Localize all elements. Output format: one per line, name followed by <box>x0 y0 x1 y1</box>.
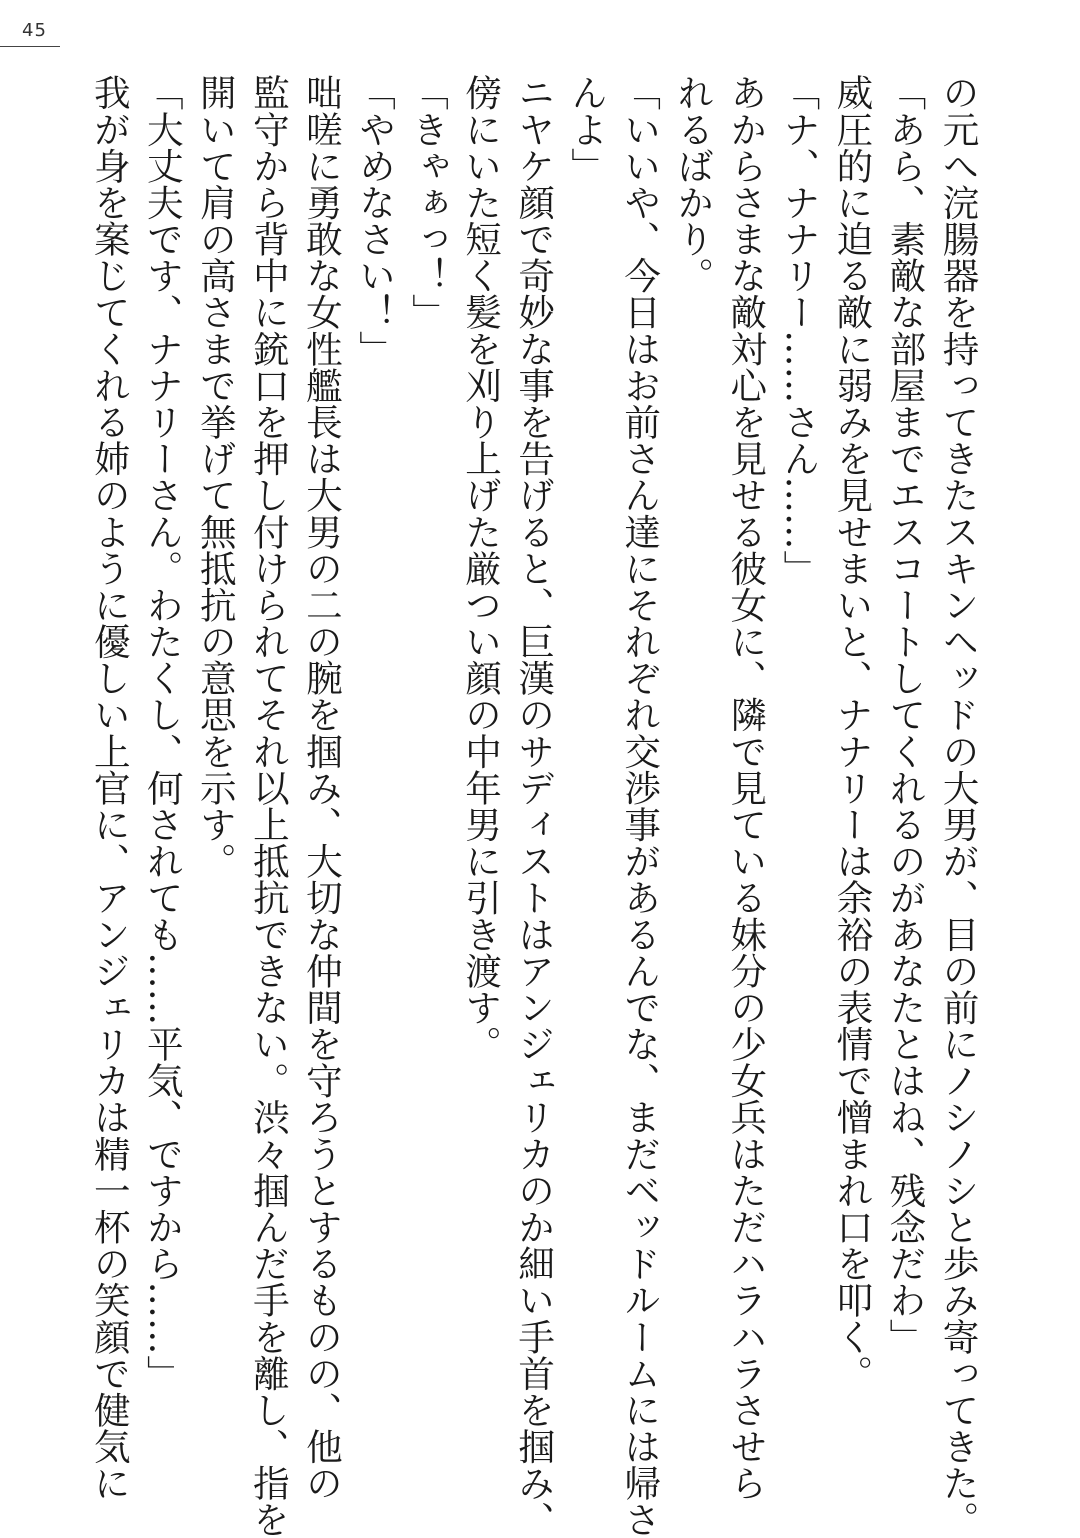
text-line: 傍にいた短く髪を刈り上げた厳つい顔の中年男に引き渡す。 <box>459 74 503 1062</box>
text-line: 「きゃぁっ！」 <box>406 74 450 331</box>
text-line: 威圧的に迫る敵に弱みを見せまいと、ナナリーは余裕の表情で憎まれ口を叩く。 <box>830 74 874 1392</box>
text-line: あからさまな敵対心を見せる彼女に、隣で見ている妹分の少女兵はただハラハラさせら <box>724 74 768 1502</box>
page-number-rule <box>0 46 60 47</box>
text-line: の元へ浣腸器を持ってきたスキンヘッドの大男が、目の前にノシノシと歩み寄ってきた。 <box>937 74 980 1538</box>
text-line: 「ナ、ナナリー……さん……」 <box>777 74 821 587</box>
text-line: んよ」 <box>565 74 609 184</box>
text-line: 開いて肩の高さまで挙げて無抵抗の意思を示す。 <box>194 74 238 879</box>
text-line: 「大丈夫です、ナナリーさん。わたくし、何されても……平気、ですから……」 <box>141 74 185 1392</box>
text-line: 「いいや、今日はお前さん達にそれぞれ交渉事があるんでな、まだベッドルームには帰さ <box>618 74 662 1538</box>
text-line: 「あら、素敵な部屋までエスコートしてくれるのがあなたとはね、残念だわ」 <box>883 74 927 1355</box>
text-line: 監守から背中に銃口を押し付けられてそれ以上抵抗できない。渋々掴んだ手を離し、指を <box>247 74 291 1538</box>
body-text <box>83 74 985 1538</box>
text-line: 「やめなさい！」 <box>353 74 397 367</box>
text-line: れるばかり。 <box>671 74 715 294</box>
text-line: ニヤケ顔で奇妙な事を告げると、巨漢のサディストはアンジェリカのか細い手首を掴み、 <box>512 74 556 1538</box>
text-line: 咄嗟に勇敢な女性艦長は大男の二の腕を掴み、大切な仲間を守ろうとするものの、他の <box>300 74 344 1502</box>
text-line: 我が身を案じてくれる姉のように優しい上官に、アンジェリカは精一杯の笑顔で健気に <box>88 74 132 1502</box>
page-number: 45 <box>22 20 47 41</box>
